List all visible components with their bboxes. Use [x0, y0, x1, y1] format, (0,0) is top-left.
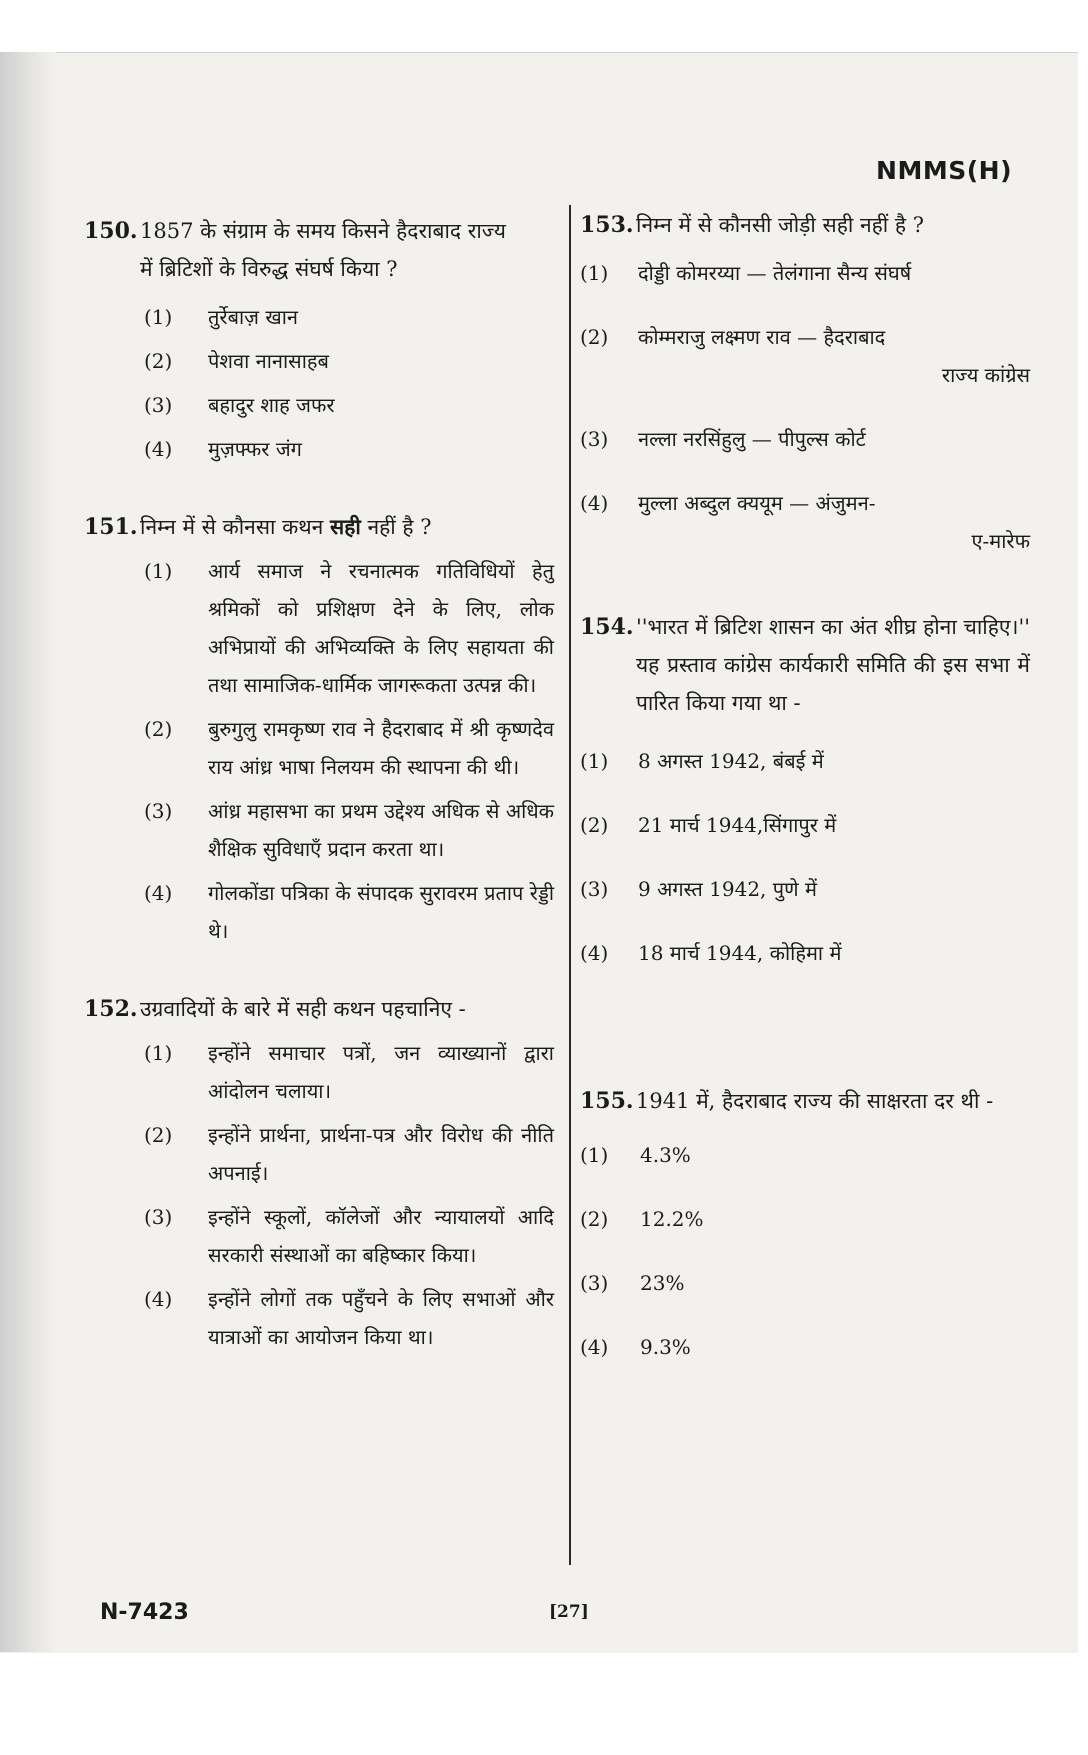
page-number: [27]	[549, 1602, 589, 1622]
question-152	[84, 990, 554, 1356]
option[interactable]	[84, 1116, 554, 1192]
question-text-part: निम्न में से कौनसा कथन	[140, 515, 331, 539]
question-number: 151.	[84, 514, 138, 540]
option-text: बहादुर शाह जफर	[208, 393, 335, 417]
option[interactable]	[580, 934, 1030, 972]
option[interactable]	[84, 1280, 554, 1356]
question-155	[580, 1082, 1030, 1366]
option-number: (3)	[580, 1271, 609, 1295]
option-number: (3)	[580, 427, 609, 451]
option[interactable]	[580, 1328, 1030, 1366]
option-text: इन्होंने लोगों तक पहुँचने के लिए सभाओं और यात्राओं का आयोजन किया था।	[208, 1287, 554, 1349]
right-column	[580, 206, 1030, 1406]
booklet-code: N-7423	[100, 1600, 189, 1625]
option-number: (1)	[144, 559, 173, 583]
option-text	[638, 484, 1030, 560]
page-binding-shadow	[0, 52, 56, 1652]
option[interactable]	[84, 792, 554, 868]
column-divider	[569, 205, 571, 1565]
option-text: दोड्डी कोमरय्या — तेलंगाना सैन्य संघर्ष	[638, 261, 912, 285]
option-text: 18 मार्च 1944, कोहिमा में	[638, 941, 842, 965]
option-number: (2)	[580, 813, 609, 837]
option-number: (3)	[144, 393, 173, 417]
option-text: 4.3%	[640, 1143, 691, 1167]
question-number: 155.	[580, 1088, 634, 1114]
option[interactable]	[580, 254, 1030, 292]
option-text: 9 अगस्त 1942, पुणे में	[638, 877, 817, 901]
option-text-line: मुल्ला अब्दुल क्ययूम — अंजुमन-	[638, 491, 876, 515]
option-text: 23%	[640, 1271, 685, 1295]
question-text: ''भारत में ब्रिटिश शासन का अंत शीघ्र होना चाहिए।'' यह प्रस्ताव कांग्रेस कार्यकारी समिति की इस सभा में पारित किया गया था -	[636, 615, 1030, 715]
question-text	[140, 508, 554, 546]
option-number: (4)	[144, 881, 173, 905]
option[interactable]	[84, 342, 554, 380]
option[interactable]	[580, 1136, 1030, 1174]
option[interactable]	[580, 742, 1030, 780]
option-number: (2)	[580, 1207, 609, 1231]
question-number: 150.	[84, 218, 138, 244]
option-number: (2)	[144, 717, 173, 741]
option[interactable]	[580, 484, 1030, 560]
option-number: (2)	[144, 349, 173, 373]
option-number: (4)	[144, 437, 173, 461]
option[interactable]	[84, 552, 554, 704]
option[interactable]	[84, 874, 554, 950]
option-number: (1)	[144, 1041, 173, 1065]
question-text-emphasis: सही	[330, 514, 361, 539]
option-text: इन्होंने समाचार पत्रों, जन व्याख्यानों द्वारा आंदोलन चलाया।	[208, 1041, 554, 1103]
option-text: गोलकोंडा पत्रिका के संपादक सुरावरम प्रताप रेड्डी थे।	[208, 881, 554, 943]
option-number: (4)	[580, 491, 609, 515]
option-number: (2)	[580, 325, 609, 349]
option[interactable]	[580, 806, 1030, 844]
option-text: इन्होंने प्रार्थना, प्रार्थना-पत्र और विरोध की नीति अपनाई।	[208, 1123, 554, 1185]
option-number: (3)	[144, 799, 173, 823]
option-text: आर्य समाज ने रचनात्मक गतिविधियों हेतु श्रमिकों को प्रशिक्षण देने के लिए, लोक अभिप्रायों की अभिव्यक्ति के लिए सहायता की तथा सामाजिक-धार्मिक जागरूकता उत्पन्न की।	[208, 559, 554, 697]
option[interactable]	[84, 386, 554, 424]
option-text: तुर्रेबाज़ खान	[208, 305, 299, 329]
question-text: 1941 में, हैदराबाद राज्य की साक्षरता दर थी -	[636, 1089, 994, 1113]
question-text-line: में ब्रिटिशों के विरुद्ध संघर्ष किया ?	[140, 257, 398, 281]
question-number: 152.	[84, 996, 138, 1022]
option-text-line: ए-मारेफ	[971, 529, 1030, 553]
option[interactable]	[84, 298, 554, 336]
option-text: पेशवा नानासाहब	[208, 349, 329, 373]
question-number: 154.	[580, 614, 634, 640]
option-number: (3)	[580, 877, 609, 901]
question-151	[84, 508, 554, 950]
option[interactable]	[580, 420, 1030, 458]
question-text-line: 1857 के संग्राम के समय किसने हैदराबाद राज्य	[140, 219, 506, 243]
option[interactable]	[580, 870, 1030, 908]
option-number: (1)	[580, 1143, 609, 1167]
left-column	[84, 212, 554, 1396]
question-text	[140, 212, 554, 288]
option[interactable]	[580, 1200, 1030, 1238]
option[interactable]	[580, 318, 1030, 394]
option-text: 12.2%	[640, 1207, 704, 1231]
option-number: (2)	[144, 1123, 173, 1147]
option[interactable]	[84, 1034, 554, 1110]
option-text: 8 अगस्त 1942, बंबई में	[638, 749, 824, 773]
option-text: इन्होंने स्कूलों, कॉलेजों और न्यायालयों आदि सरकारी संस्थाओं का बहिष्कार किया।	[208, 1205, 554, 1267]
question-number: 153.	[580, 212, 634, 238]
option-number: (4)	[144, 1287, 173, 1311]
option-text-line: कोम्मराजु लक्ष्मण राव — हैदराबाद	[638, 325, 886, 349]
option-text	[638, 318, 1030, 394]
option[interactable]	[84, 710, 554, 786]
question-153	[580, 206, 1030, 560]
option-number: (3)	[144, 1205, 173, 1229]
option[interactable]	[580, 1264, 1030, 1302]
option-number: (1)	[580, 749, 609, 773]
option-number: (1)	[580, 261, 609, 285]
question-text: उग्रवादियों के बारे में सही कथन पहचानिए -	[140, 997, 466, 1021]
option-text-line: राज्य कांग्रेस	[941, 363, 1030, 387]
option-text: 9.3%	[640, 1335, 691, 1359]
question-154	[580, 608, 1030, 972]
option[interactable]	[84, 1198, 554, 1274]
option[interactable]	[84, 430, 554, 468]
option-text: नल्ला नरसिंहुलु — पीपुल्स कोर्ट	[638, 427, 866, 451]
option-number: (1)	[144, 305, 173, 329]
question-text-part: नहीं है ?	[360, 515, 432, 539]
option-number: (4)	[580, 1335, 609, 1359]
paper-code-header: NMMS(H)	[876, 156, 1012, 185]
option-text: आंध्र महासभा का प्रथम उद्देश्य अधिक से अधिक शैक्षिक सुविधाएँ प्रदान करता था।	[208, 799, 554, 861]
option-text: मुज़फ्फर जंग	[208, 437, 302, 461]
question-text: निम्न में से कौनसी जोड़ी सही नहीं है ?	[636, 213, 924, 237]
option-number: (4)	[580, 941, 609, 965]
question-150	[84, 212, 554, 468]
option-text: बुरुगुलु रामकृष्ण राव ने हैदराबाद में श्री कृष्णदेव राय आंध्र भाषा निलयम की स्थापना की थी।	[208, 717, 554, 779]
option-text: 21 मार्च 1944,सिंगापुर में	[638, 813, 837, 837]
